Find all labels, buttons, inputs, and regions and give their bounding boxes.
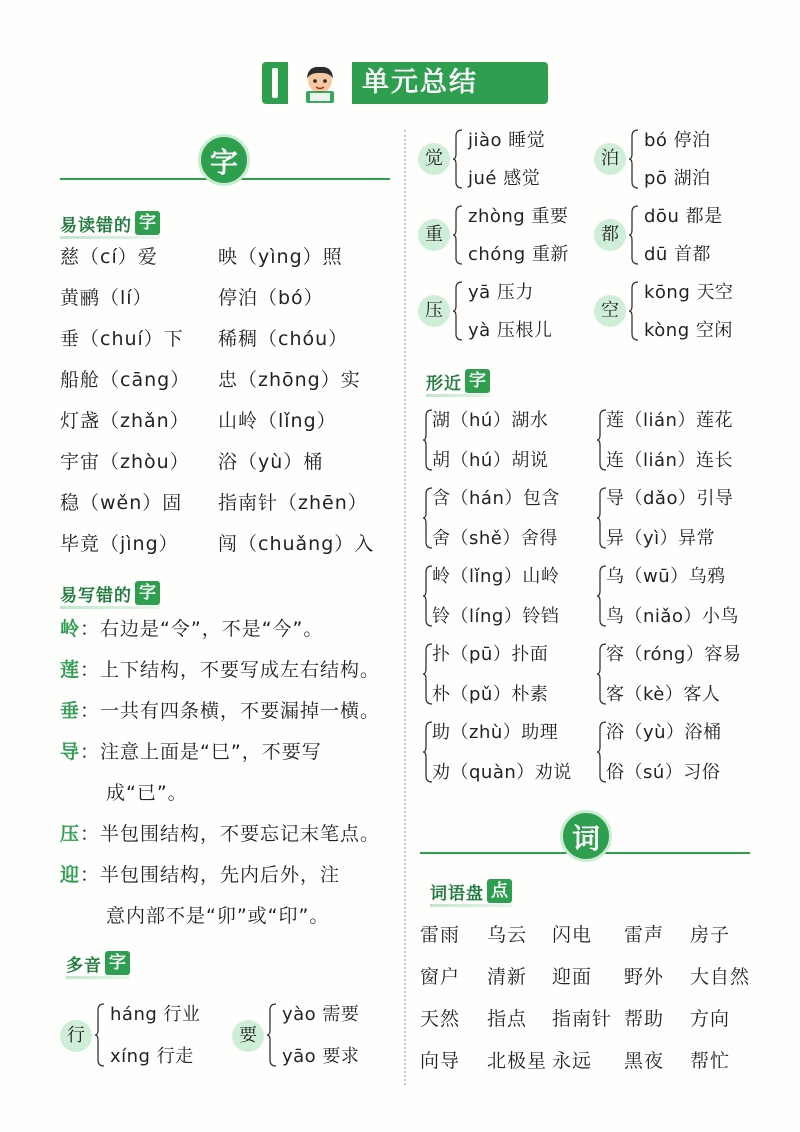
easy-write-note — [60, 860, 340, 887]
similar-item: 连（lián）连长 — [606, 450, 733, 471]
polyphone-reading: zhòng 重要 — [468, 206, 569, 227]
polyphone-char: 要 — [232, 1020, 264, 1052]
similar-subhead — [426, 368, 490, 394]
vocab-word: 北极星 — [487, 1050, 548, 1072]
polyphone-char: 压 — [418, 295, 450, 327]
easy-write-note — [60, 614, 323, 641]
vocab-word: 闪电 — [552, 924, 593, 946]
easy-read-item: 船舱（cāng） — [60, 369, 191, 391]
easy-write-box: 字 — [135, 581, 160, 605]
vocab-box: 点 — [487, 879, 512, 903]
easy-write-note — [106, 778, 188, 805]
vocab-subhead — [430, 878, 512, 904]
easy-read-item: 垂（chuí）下 — [60, 328, 184, 350]
easy-read-item: 指南针（zhēn） — [218, 492, 368, 514]
vocab-label: 词语盘 — [430, 883, 484, 904]
polyphone-reading: kòng 空闲 — [644, 320, 733, 341]
polyphone-char: 重 — [418, 219, 450, 251]
easy-read-item: 浴（yù）桶 — [218, 451, 324, 473]
polyphone-reading: dū 首都 — [644, 244, 712, 265]
polyphone-char: 泊 — [594, 143, 626, 175]
polyphone-reading: háng 行业 — [110, 1004, 201, 1025]
easy-read-item: 映（yìng）照 — [218, 246, 343, 268]
polyphone-reading: bó 停泊 — [644, 130, 711, 151]
easy-read-item: 山岭（lǐng） — [218, 410, 337, 432]
polyphone-brace — [628, 204, 640, 266]
vocab-word: 天然 — [420, 1008, 461, 1030]
easy-read-subhead — [60, 210, 160, 236]
vocab-word: 窗户 — [420, 966, 461, 988]
similar-item: 鸟（niǎo）小鸟 — [606, 606, 739, 627]
vocab-word: 迎面 — [552, 966, 593, 988]
vocab-word: 雷雨 — [420, 924, 461, 946]
easy-write-text: 意内部不是“卯”或“印”。 — [106, 905, 330, 927]
easy-write-note — [106, 901, 329, 928]
easy-write-subhead — [60, 580, 160, 606]
vocab-word: 指点 — [487, 1008, 528, 1030]
easy-read-label: 易读错的 — [60, 215, 132, 236]
banner-notch — [272, 68, 278, 98]
vocab-word: 黑夜 — [624, 1050, 665, 1072]
similar-item: 异（yì）异常 — [606, 528, 716, 549]
polyphone-reading: chóng 重新 — [468, 244, 569, 265]
polyphone-label: 多音 — [66, 955, 102, 976]
vocab-word: 房子 — [690, 924, 731, 946]
easy-read-item: 宇宙（zhòu） — [60, 451, 190, 473]
polyphone-reading: jiào 睡觉 — [468, 130, 546, 151]
polyphone-reading: yā 压力 — [468, 282, 534, 303]
easy-read-item: 毕竟（jìng） — [60, 533, 179, 555]
easy-read-item: 闯（chuǎng）入 — [218, 533, 375, 555]
easy-write-text: 成“已”。 — [106, 782, 188, 804]
easy-read-item: 停泊（bó） — [218, 287, 324, 309]
similar-item: 容（róng）容易 — [606, 644, 742, 665]
similar-item: 乌（wū）乌鸦 — [606, 566, 726, 587]
easy-write-text: ：上下结构，不要写成左右结构。 — [80, 659, 381, 681]
vocab-word: 帮助 — [624, 1008, 665, 1030]
easy-read-item: 稳（wěn）固 — [60, 492, 183, 514]
similar-item: 劝（quàn）劝说 — [432, 762, 572, 783]
similar-item: 助（zhù）助理 — [432, 722, 559, 743]
title-banner — [262, 62, 548, 104]
polyphone-char: 行 — [60, 1020, 92, 1052]
vocab-word: 指南针 — [552, 1008, 613, 1030]
easy-write-text: ：半包围结构，不要忘记末笔点。 — [80, 823, 381, 845]
reading-child-icon — [298, 64, 342, 104]
polyphone-brace — [94, 1002, 106, 1068]
polyphone-box: 字 — [105, 951, 130, 975]
polyphone-reading: pō 湖泊 — [644, 168, 711, 189]
polyphone-brace — [452, 280, 464, 342]
easy-read-item: 忠（zhōng）实 — [218, 369, 361, 391]
easy-write-key: 岭 — [60, 618, 81, 640]
vocab-word: 雷声 — [624, 924, 665, 946]
similar-item: 浴（yù）浴桶 — [606, 722, 722, 743]
easy-read-item: 稀稠（chóu） — [218, 328, 349, 350]
similar-item: 朴（pǔ）朴素 — [432, 684, 549, 705]
similar-item: 舍（shě）舍得 — [432, 528, 558, 549]
easy-write-text: ：注意上面是“巳”，不要写 — [80, 741, 322, 763]
polyphone-reading: jué 感觉 — [468, 168, 541, 189]
easy-read-item: 黄鹂（lí） — [60, 287, 153, 309]
similar-item: 铃（líng）铃铛 — [432, 606, 560, 627]
similar-item: 莲（lián）莲花 — [606, 410, 733, 431]
polyphone-brace — [266, 1002, 278, 1068]
easy-read-box: 字 — [135, 211, 160, 235]
polyphone-brace — [452, 128, 464, 190]
vocab-word: 乌云 — [487, 924, 528, 946]
similar-box: 字 — [465, 369, 490, 393]
easy-write-key: 莲 — [60, 659, 81, 681]
ci-heading: 词 — [560, 810, 612, 862]
similar-item: 扑（pū）扑面 — [432, 644, 549, 665]
vocab-word: 野外 — [624, 966, 665, 988]
polyphone-reading: xíng 行走 — [110, 1046, 194, 1067]
easy-write-key: 垂 — [60, 700, 81, 722]
easy-write-text: ：右边是“令”，不是“今”。 — [80, 618, 324, 640]
column-divider — [404, 130, 406, 1085]
polyphone-brace — [452, 204, 464, 266]
similar-item: 湖（hú）湖水 — [432, 410, 549, 431]
easy-write-key: 迎 — [60, 864, 81, 886]
easy-write-key: 导 — [60, 741, 81, 763]
vocab-word: 向导 — [420, 1050, 461, 1072]
polyphone-reading: yào 需要 — [282, 1004, 360, 1025]
easy-write-note — [60, 655, 380, 682]
easy-write-note — [60, 819, 380, 846]
polyphone-char: 觉 — [418, 143, 450, 175]
polyphone-brace — [628, 280, 640, 342]
polyphone-reading: yà 压根儿 — [468, 320, 553, 341]
polyphone-char: 空 — [594, 295, 626, 327]
polyphone-reading: dōu 都是 — [644, 206, 723, 227]
vocab-word: 方向 — [690, 1008, 731, 1030]
vocab-word: 永远 — [552, 1050, 593, 1072]
polyphone-subhead — [66, 950, 130, 976]
similar-item: 俗（sú）习俗 — [606, 762, 721, 783]
easy-read-item: 灯盏（zhǎn） — [60, 410, 190, 432]
polyphone-brace — [628, 128, 640, 190]
page-title: 单元总结 — [362, 67, 478, 98]
similar-label: 形近 — [426, 373, 462, 394]
zi-heading: 字 — [198, 134, 250, 186]
polyphone-reading: yāo 要求 — [282, 1046, 360, 1067]
easy-write-label: 易写错的 — [60, 585, 132, 606]
polyphone-reading: kōng 天空 — [644, 282, 734, 303]
easy-write-key: 压 — [60, 823, 81, 845]
similar-item: 胡（hú）胡说 — [432, 450, 549, 471]
similar-item: 客（kè）客人 — [606, 684, 721, 705]
similar-item: 导（dǎo）引导 — [606, 488, 734, 509]
similar-item: 含（hán）包含 — [432, 488, 560, 509]
mascot-frame — [288, 62, 352, 104]
easy-write-note — [60, 737, 322, 764]
polyphone-char: 都 — [594, 219, 626, 251]
vocab-word: 帮忙 — [690, 1050, 731, 1072]
easy-write-text: ：半包围结构，先内后外，注 — [80, 864, 341, 886]
easy-write-text: ：一共有四条横，不要漏掉一横。 — [80, 700, 381, 722]
easy-write-note — [60, 696, 380, 723]
vocab-word: 清新 — [487, 966, 528, 988]
vocab-word: 大自然 — [690, 966, 751, 988]
similar-item: 岭（lǐng）山岭 — [432, 566, 560, 587]
easy-read-item: 慈（cí）爱 — [60, 246, 158, 268]
